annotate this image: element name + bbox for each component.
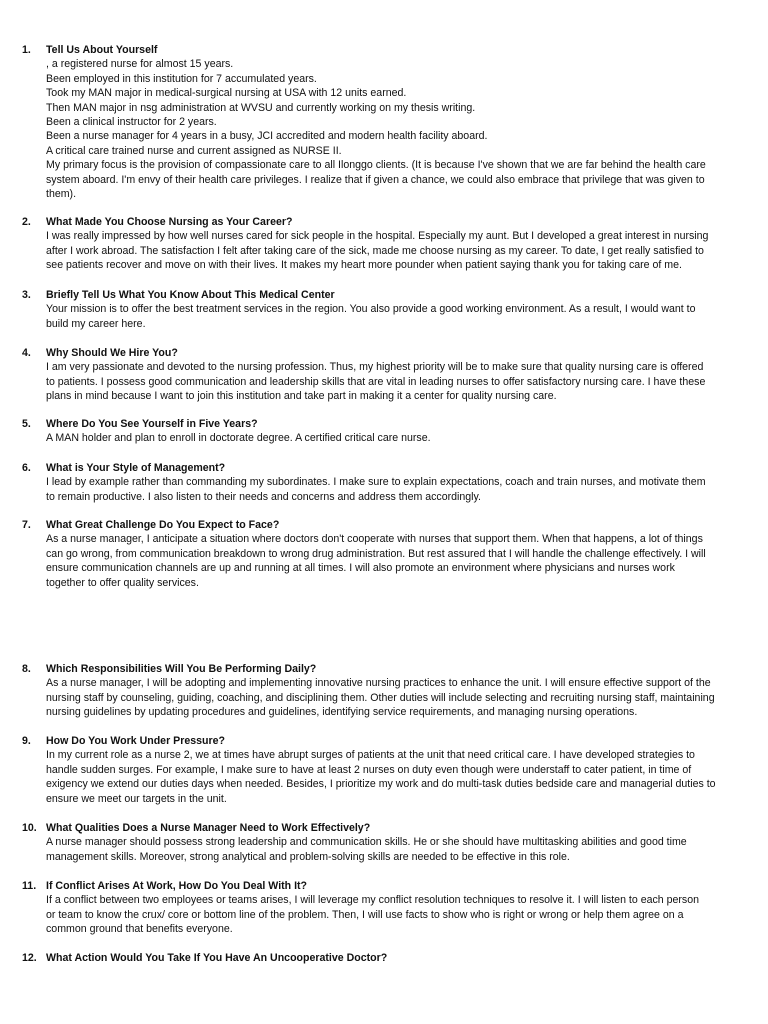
- answer-line: I was really impressed by how well nurses cared for sick people in the hospital. Especially my aunt. But I developed a great interest in nursing: [46, 230, 709, 243]
- item-number: 9.: [22, 735, 31, 747]
- item-number: 4.: [22, 347, 31, 359]
- question-heading: Why Should We Hire You?: [46, 347, 178, 359]
- answer-line: to patients. I possess good communication and leadership skills that are vital in leading nurses to offer satisfactory nursing care. I have these: [46, 375, 706, 388]
- item-number: 11.: [22, 880, 37, 892]
- answer-line: Then MAN major in nsg administration at WVSU and currently working on my thesis writing.: [46, 101, 476, 114]
- answer-line: common ground that benefits everyone.: [46, 923, 233, 936]
- answer-line: I am very passionate and devoted to the nursing profession. Thus, my highest priority will be to make sure that quality nursing care is offered: [46, 361, 704, 374]
- item-number: 12.: [22, 952, 37, 964]
- answer-line: together to offer quality services.: [46, 576, 199, 589]
- question-heading: Briefly Tell Us What You Know About This Medical Center: [46, 289, 335, 301]
- answer-line: nursing staff by counseling, guiding, coaching, and disciplining them. Other duties will include selecting and recruiting nursing staff, maintaining: [46, 691, 715, 704]
- item-number: 10.: [22, 822, 37, 834]
- answer-line: to remain productive. I also listen to their needs and concerns and address them accordingly.: [46, 490, 481, 503]
- item-number: 6.: [22, 462, 31, 474]
- answer-line: them).: [46, 188, 77, 201]
- answer-line: I lead by example rather than commanding my subordinates. I make sure to explain expectations, coach and train nurses, and motivate them: [46, 476, 706, 489]
- answer-line: , a registered nurse for almost 15 years.: [46, 58, 234, 71]
- answer-line: A critical care trained nurse and current assigned as NURSE II.: [46, 144, 342, 157]
- answer-line: As a nurse manager, I will be adopting and implementing innovative nursing practices to enhance the unit. I will ensure effective support of the: [46, 677, 711, 690]
- answer-line: ensure communication channels are up and running at all times. I will also promote an environment where physicians and nurses work: [46, 562, 675, 575]
- answer-line: Been a nurse manager for 4 years in a busy, JCI accredited and modern health facility aboard.: [46, 130, 488, 143]
- answer-line: Been a clinical instructor for 2 years.: [46, 116, 217, 129]
- question-heading: Where Do You See Yourself in Five Years?: [46, 418, 258, 430]
- answer-line: In my current role as a nurse 2, we at times have abrupt surges of patients at the unit that need critical care. I have developed strategies to: [46, 749, 695, 762]
- answer-line: exigency we extend our duties days when needed. Besides, I prioritize my work and do multi-task duties bedside care and managerial duties to: [46, 778, 716, 791]
- answer-line: My primary focus is the provision of compassionate care to all Ilonggo clients. (It is because I've shown that we are far behind the health care: [46, 159, 706, 172]
- answer-line: Your mission is to offer the best treatment services in the region. You also provide a good working environment. As a result, I would want to: [46, 303, 696, 316]
- question-heading: What is Your Style of Management?: [46, 462, 226, 474]
- answer-line: see patients recover and move on with their lives. It makes my heart more pounder when patient saying thank you for taking care of me.: [46, 259, 682, 272]
- question-heading: Tell Us About Yourself: [46, 44, 158, 56]
- item-number: 5.: [22, 418, 31, 430]
- answer-line: A MAN holder and plan to enroll in doctorate degree. A certified critical care nurse.: [46, 432, 431, 445]
- answer-line: build my career here.: [46, 317, 146, 330]
- question-heading: What Great Challenge Do You Expect to Face?: [46, 519, 280, 531]
- item-number: 7.: [22, 519, 31, 531]
- question-heading: What Qualities Does a Nurse Manager Need to Work Effectively?: [46, 822, 371, 834]
- answer-line: Been employed in this institution for 7 accumulated years.: [46, 72, 317, 85]
- question-heading: If Conflict Arises At Work, How Do You Deal With It?: [46, 880, 308, 892]
- answer-line: management skills. Moreover, strong analytical and problem-solving skills are needed to be effective in this role.: [46, 850, 570, 863]
- answer-line: nursing guidelines by updating procedures and guidelines, identifying service requirements, and managing nursing operations.: [46, 706, 638, 719]
- answer-line: or team to know the crux/ core or bottom line of the problem. Then, I will use facts to show who is right or wrong or help them agree on a: [46, 908, 684, 921]
- question-heading: How Do You Work Under Pressure?: [46, 735, 225, 747]
- answer-line: system aboard. I'm envy of their health care privileges. I realize that if given a chance, we could also embrace that privilege that was given to: [46, 173, 705, 186]
- question-heading: What Made You Choose Nursing as Your Career?: [46, 216, 293, 228]
- question-heading: Which Responsibilities Will You Be Performing Daily?: [46, 663, 317, 675]
- item-number: 3.: [22, 289, 31, 301]
- question-heading: What Action Would You Take If You Have An Uncooperative Doctor?: [46, 952, 388, 964]
- answer-line: can go wrong, from communication breakdown to wrong drug administration. But rest assured that I will handle the challenge effectively. I will: [46, 547, 706, 560]
- answer-line: after I work abroad. The satisfaction I felt after taking care of the sick, made me choose nursing as my career. To date, I get really satisfied to: [46, 244, 704, 257]
- answer-line: handle sudden surges. For example, I make sure to have at least 2 nurses on duty even though were understaff to cater patient, in time of: [46, 763, 692, 776]
- answer-line: plans in mind because I want to join this institution and take part in making it a center for quality nursing care.: [46, 390, 557, 403]
- answer-line: As a nurse manager, I anticipate a situation where doctors don't cooperate with nurses that support them. When that happens, a lot of things: [46, 533, 703, 546]
- answer-line: If a conflict between two employees or teams arises, I will leverage my conflict resolution techniques to resolve it. I will listen to each person: [46, 894, 699, 907]
- item-number: 1.: [22, 44, 31, 56]
- answer-line: Took my MAN major in medical-surgical nursing at USA with 12 units earned.: [46, 87, 407, 100]
- answer-line: ensure we meet our targets in the unit.: [46, 792, 227, 805]
- answer-line: A nurse manager should possess strong leadership and communication skills. He or she should have multitasking abilities and good time: [46, 836, 687, 849]
- item-number: 2.: [22, 216, 31, 228]
- item-number: 8.: [22, 663, 31, 675]
